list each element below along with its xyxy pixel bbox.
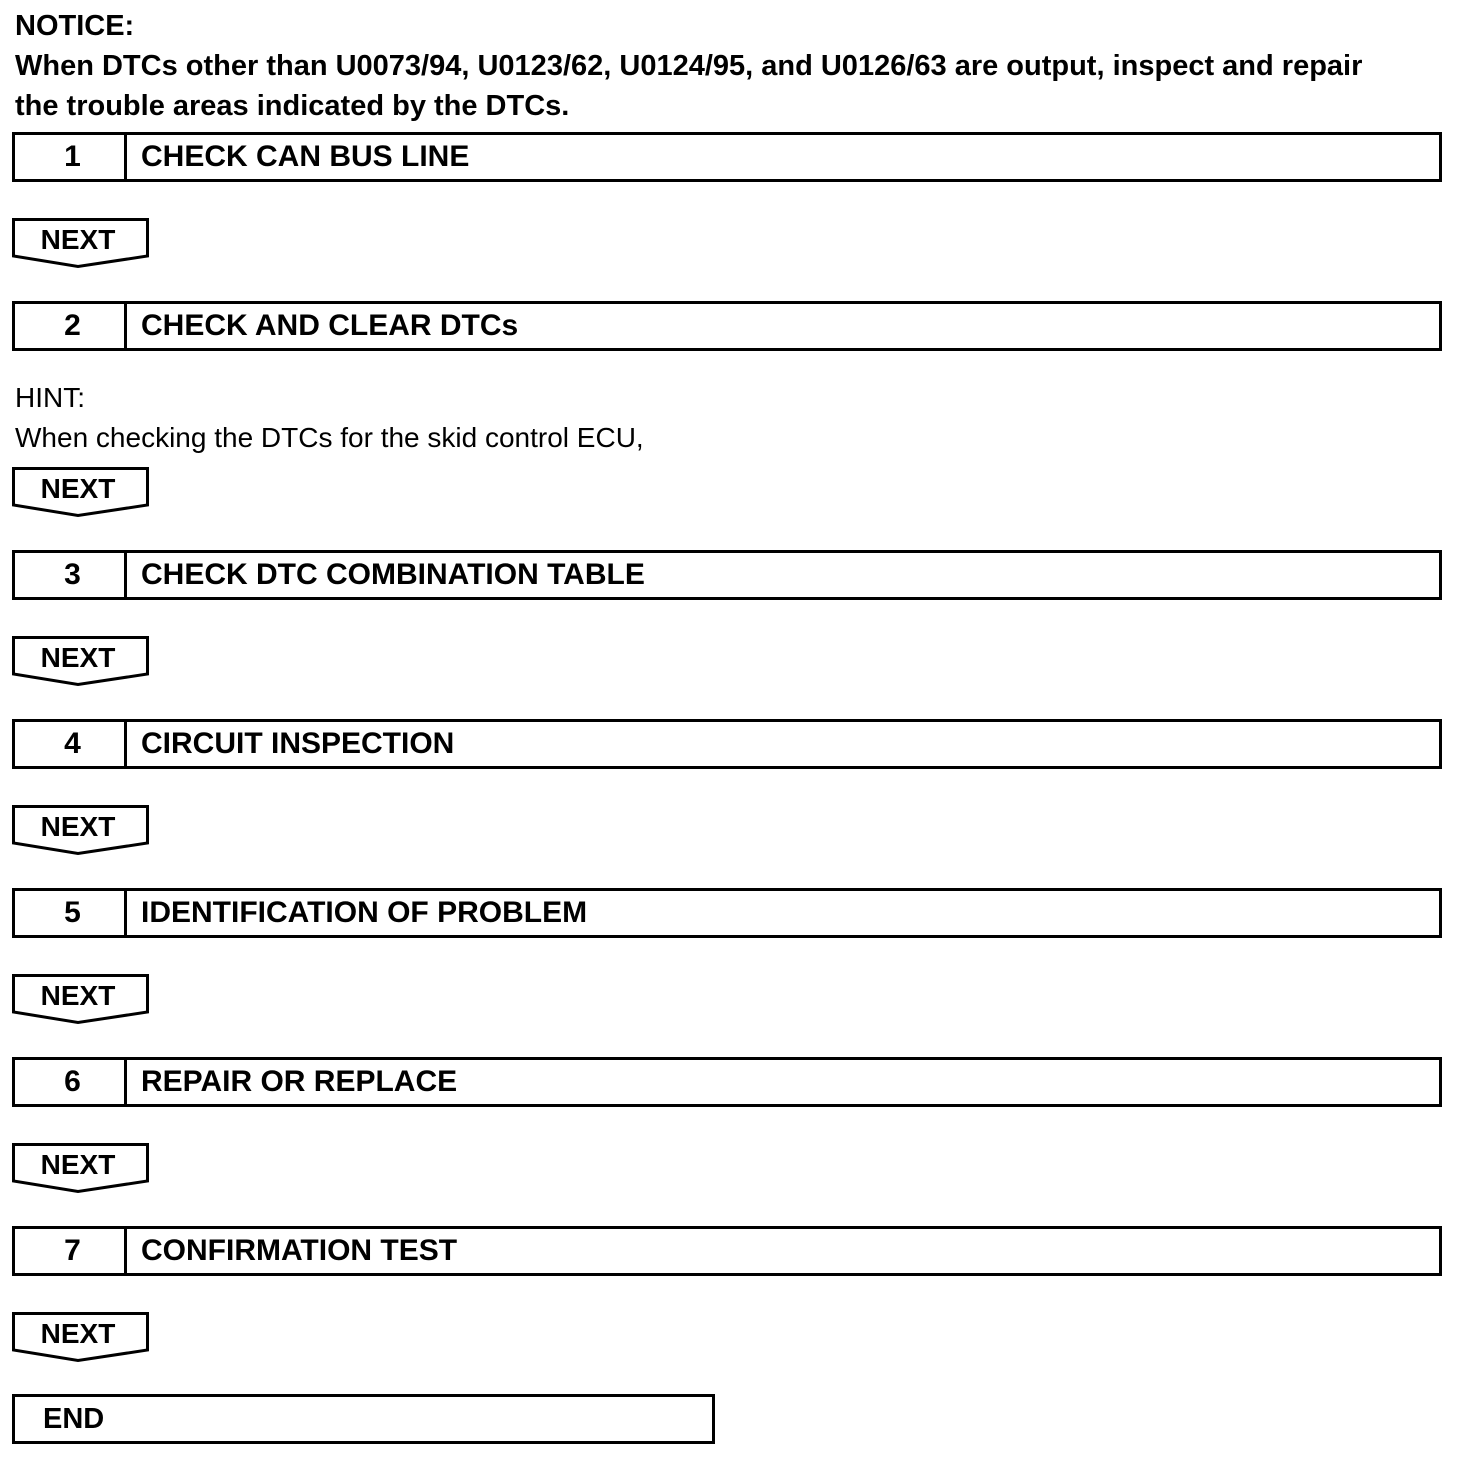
step-number: 5 xyxy=(15,891,127,935)
step-title: CHECK AND CLEAR DTCs xyxy=(141,309,519,342)
step-title: IDENTIFICATION OF PROBLEM xyxy=(141,896,588,929)
hint-block xyxy=(15,378,644,458)
next-button-7[interactable] xyxy=(12,1312,150,1364)
step-5-header xyxy=(12,888,1442,938)
notice-text-line-1: When DTCs other than U0073/94, U0123/62, U0124/95, and U0126/63 are output, inspect and repair xyxy=(15,50,1363,82)
next-button-label: NEXT xyxy=(40,1149,116,1180)
step-3-header xyxy=(12,550,1442,600)
step-number: 4 xyxy=(15,722,127,766)
step-title: CIRCUIT INSPECTION xyxy=(141,727,455,760)
step-7-header xyxy=(12,1226,1442,1276)
step-title: CHECK DTC COMBINATION TABLE xyxy=(141,558,645,591)
hint-text: When checking the DTCs for the skid control ECU, xyxy=(15,422,644,453)
step-title: REPAIR OR REPLACE xyxy=(141,1065,458,1098)
step-6-header xyxy=(12,1057,1442,1107)
next-button-5[interactable] xyxy=(12,974,150,1026)
notice-block xyxy=(15,6,1455,126)
step-number: 3 xyxy=(15,553,127,597)
step-4-header xyxy=(12,719,1442,769)
step-number: 2 xyxy=(15,304,127,348)
notice-text-line-2: the trouble areas indicated by the DTCs. xyxy=(15,90,570,122)
next-button-6[interactable] xyxy=(12,1143,150,1195)
next-button-label: NEXT xyxy=(40,473,116,504)
next-button-label: NEXT xyxy=(40,224,116,255)
next-button-label: NEXT xyxy=(40,642,116,673)
next-button-4[interactable] xyxy=(12,805,150,857)
step-number: 6 xyxy=(15,1060,127,1104)
next-button-2[interactable] xyxy=(12,467,150,519)
next-button-3[interactable] xyxy=(12,636,150,688)
step-number: 1 xyxy=(15,135,127,179)
next-button-label: NEXT xyxy=(40,980,116,1011)
step-title: CHECK CAN BUS LINE xyxy=(141,140,470,173)
step-1-header xyxy=(12,132,1442,182)
step-2-header xyxy=(12,301,1442,351)
next-button-1[interactable] xyxy=(12,218,150,270)
next-button-label: NEXT xyxy=(40,811,116,842)
hint-heading: HINT: xyxy=(15,382,85,413)
step-number: 7 xyxy=(15,1229,127,1273)
end-box: END xyxy=(12,1394,715,1444)
next-button-label: NEXT xyxy=(40,1318,116,1349)
notice-heading: NOTICE: xyxy=(15,10,135,42)
step-title: CONFIRMATION TEST xyxy=(141,1234,458,1267)
